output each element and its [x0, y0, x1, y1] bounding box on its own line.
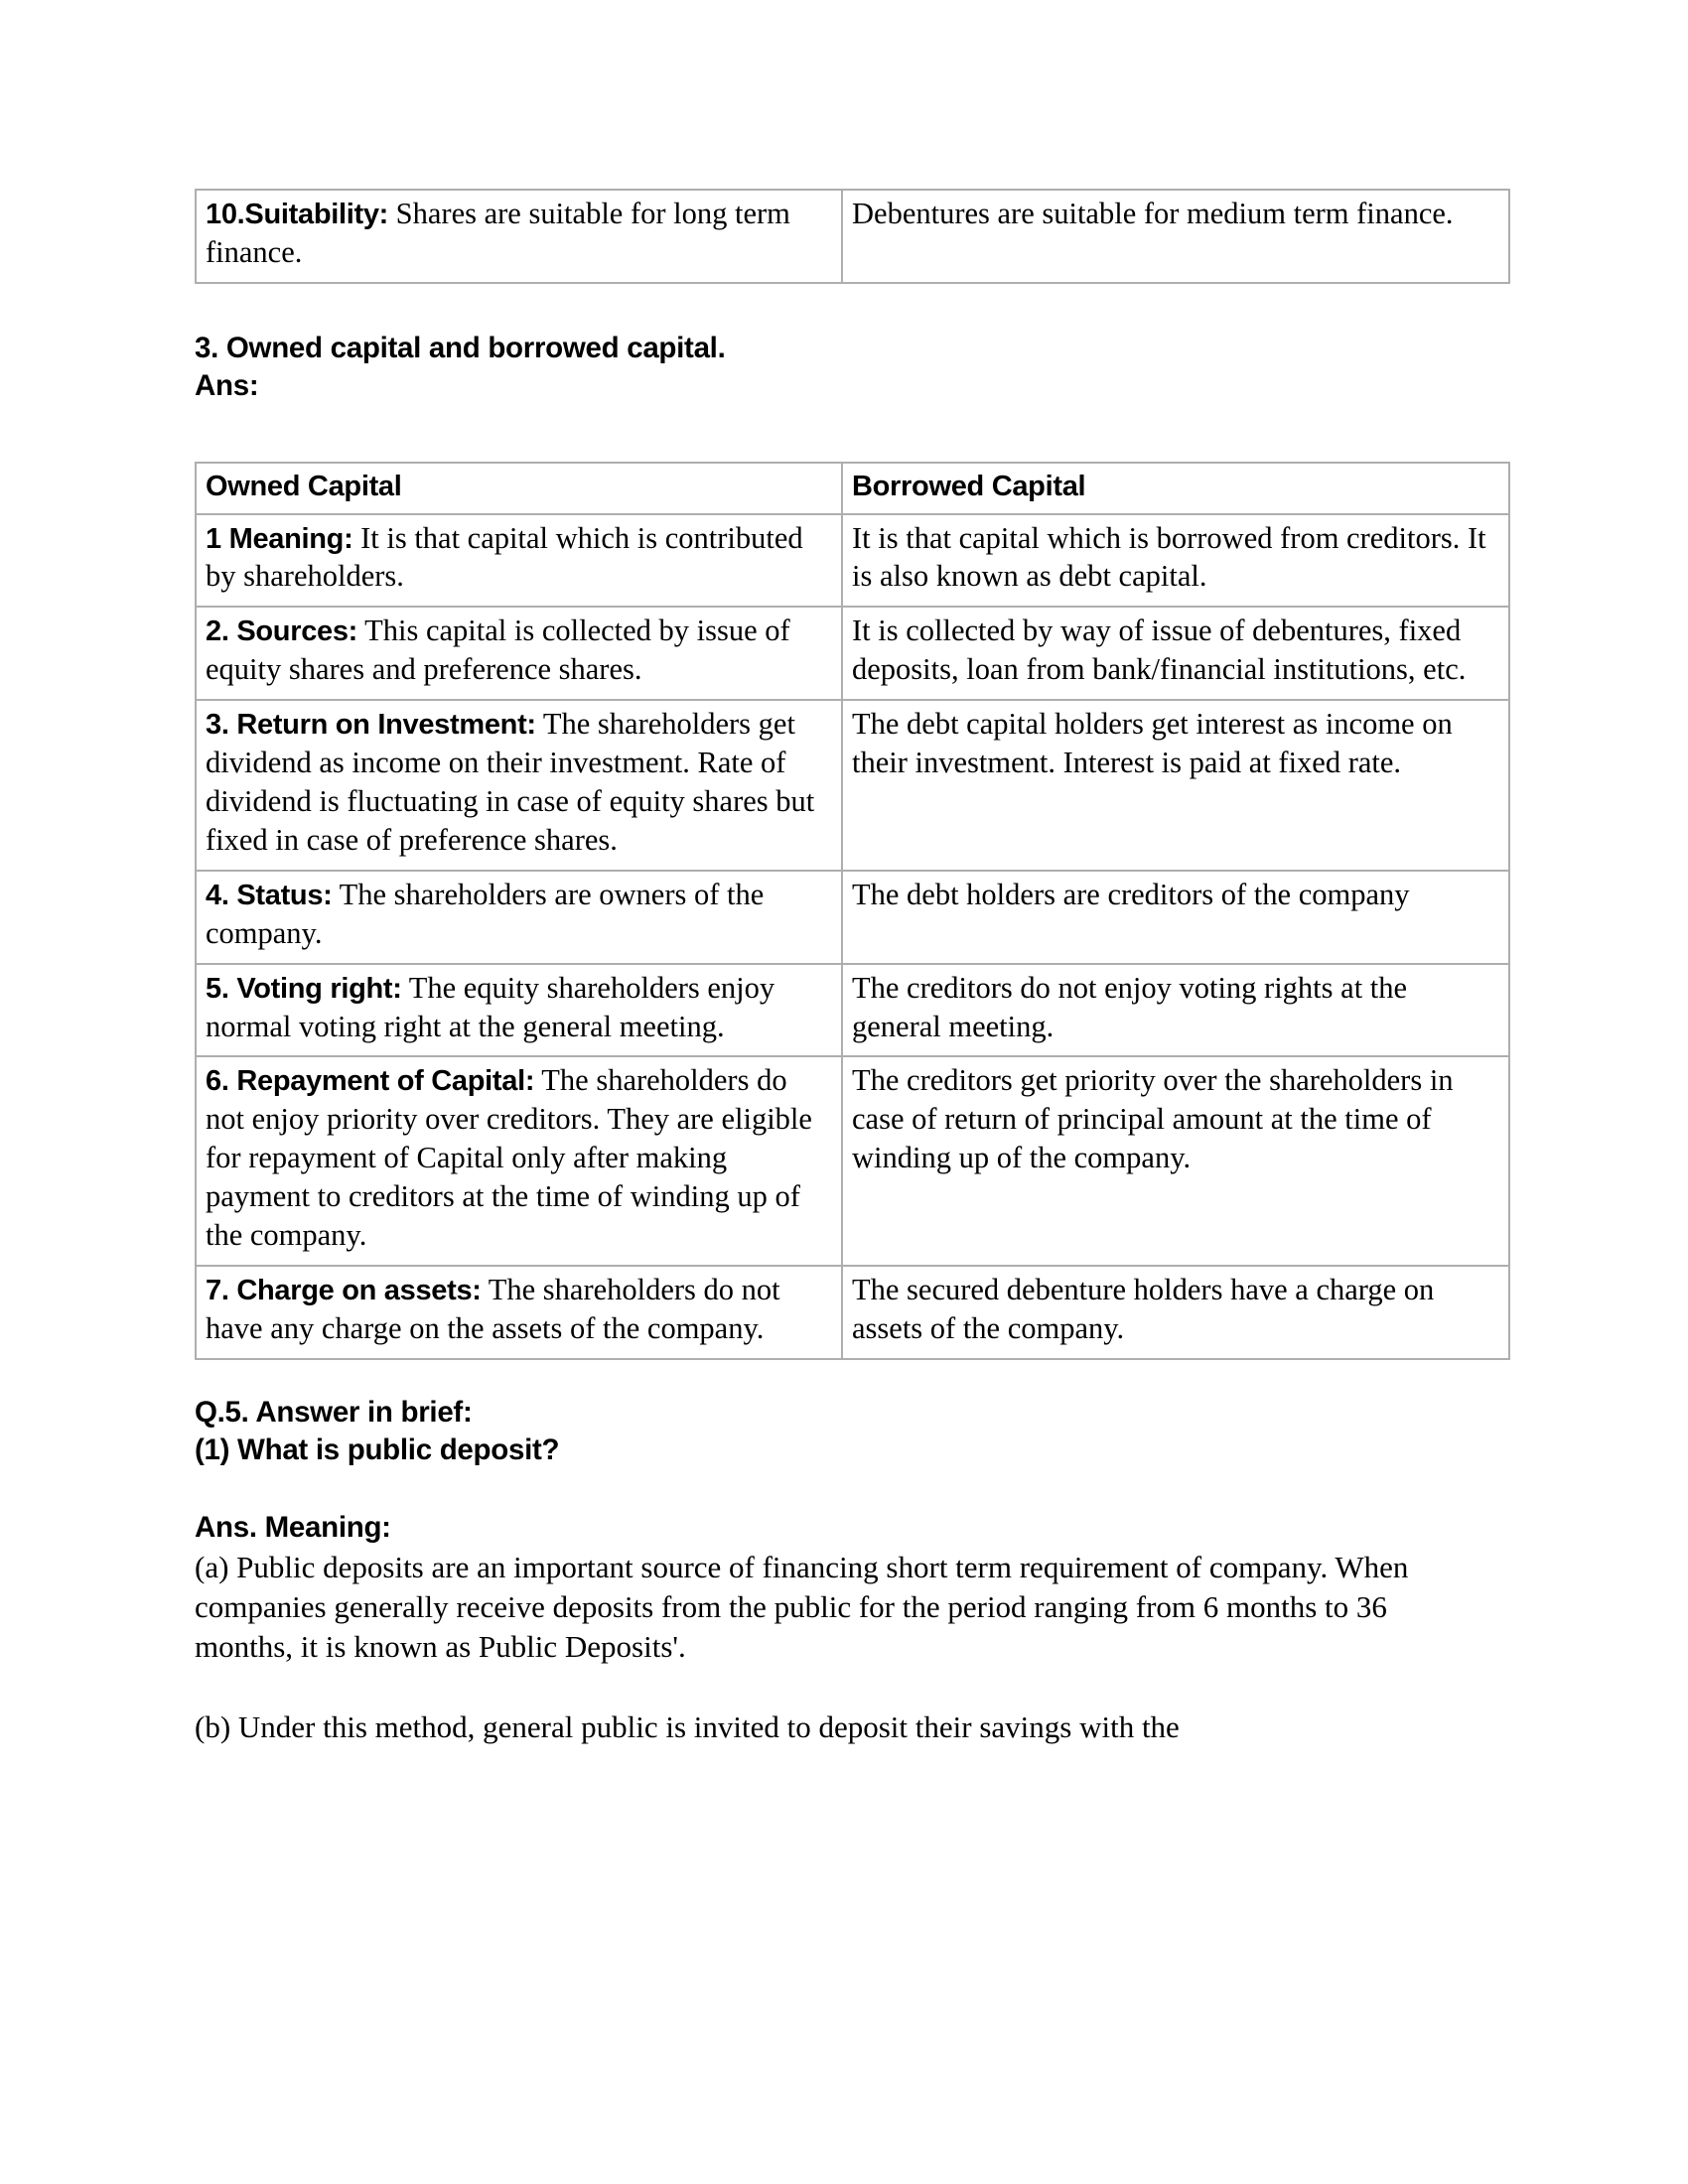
row-text: The shareholders do not have any charge on the assets of the company.: [206, 1272, 780, 1345]
table-header-row: [196, 463, 1509, 514]
table-cell-left: [196, 514, 842, 608]
table-cell-left: [196, 190, 842, 283]
paragraph-b: (b) Under this method, general public is invited to deposit their savings with the: [195, 1708, 1180, 1744]
row-label: 5. Voting right:: [206, 972, 402, 1005]
paragraph-a: (a) Public deposits are an important source of financing short term requirement of company. When companies generally receive deposits from the public for the period ranging from 6 months to 36 months, it is known as Public Deposits'.: [195, 1549, 1409, 1665]
row-label: 2. Sources:: [206, 615, 358, 648]
q5-heading: Q.5. Answer in brief:: [195, 1395, 473, 1429]
table-row: [196, 1056, 1509, 1265]
table-row: [196, 1266, 1509, 1359]
table-row: [196, 190, 1509, 283]
table-row: [196, 964, 1509, 1057]
suitability-table: [195, 189, 1510, 284]
row-text: The shareholders are owners of the company.: [206, 877, 765, 950]
row-label: 1 Meaning:: [206, 522, 353, 555]
table-cell-right: The creditors do not enjoy voting rights at the general meeting.: [842, 964, 1509, 1057]
row-text: This capital is collected by issue of equity shares and preference shares.: [206, 614, 790, 687]
row-label: 10.Suitability:: [206, 199, 389, 230]
row-label: 3. Return on Investment:: [206, 709, 536, 742]
ans-meaning-label: Ans. Meaning:: [195, 1511, 391, 1545]
owned-vs-borrowed-capital-table: [195, 462, 1510, 1360]
table-cell-right: The secured debenture holders have a charge on assets of the company.: [842, 1266, 1509, 1359]
row-text: It is that capital which is contributed by shareholders.: [206, 520, 803, 594]
table-row: [196, 700, 1509, 871]
table-row: [196, 871, 1509, 964]
question-heading: 3. Owned capital and borrowed capital.: [195, 331, 726, 364]
table-row: [196, 607, 1509, 700]
row-text: Shares are suitable for long term finance.: [206, 197, 790, 269]
table-cell-right: The debt holders are creditors of the company: [842, 871, 1509, 964]
table-cell-right: Debentures are suitable for medium term finance.: [842, 190, 1509, 283]
table-cell-left: [196, 1266, 842, 1359]
table-cell-left: [196, 964, 842, 1057]
table-cell-left: [196, 607, 842, 700]
row-text: The shareholders do not enjoy priority over creditors. They are eligible for repayment of Capital only after making payment to creditors at the time of winding up of the company.: [206, 1063, 812, 1253]
q5-item-1: (1) What is public deposit?: [195, 1433, 560, 1467]
table-cell-right: The creditors get priority over the shareholders in case of return of principal amount at the time of winding up of the company.: [842, 1056, 1509, 1265]
row-label: 6. Repayment of Capital:: [206, 1065, 535, 1098]
column-header-borrowed-capital: Borrowed Capital: [842, 463, 1509, 514]
table-row: [196, 514, 1509, 608]
table-cell-left: [196, 871, 842, 964]
row-label: 4. Status:: [206, 879, 333, 911]
table-cell-right: It is collected by way of issue of debentures, fixed deposits, loan from bank/financial institutions, etc.: [842, 607, 1509, 700]
answer-label: Ans:: [195, 369, 259, 403]
table-cell-right: It is that capital which is borrowed from creditors. It is also known as debt capital.: [842, 514, 1509, 608]
row-label: 7. Charge on assets:: [206, 1274, 482, 1306]
table-cell-left: [196, 1056, 842, 1265]
table-cell-right: The debt capital holders get interest as income on their investment. Interest is paid at fixed rate.: [842, 700, 1509, 871]
row-text: The equity shareholders enjoy normal voting right at the general meeting.: [206, 970, 775, 1043]
row-text: The shareholders get dividend as income on their investment. Rate of dividend is fluctuating in case of equity shares but fixed in case of preference shares.: [206, 707, 815, 857]
table-cell-left: [196, 700, 842, 871]
column-header-owned-capital: Owned Capital: [196, 463, 842, 514]
